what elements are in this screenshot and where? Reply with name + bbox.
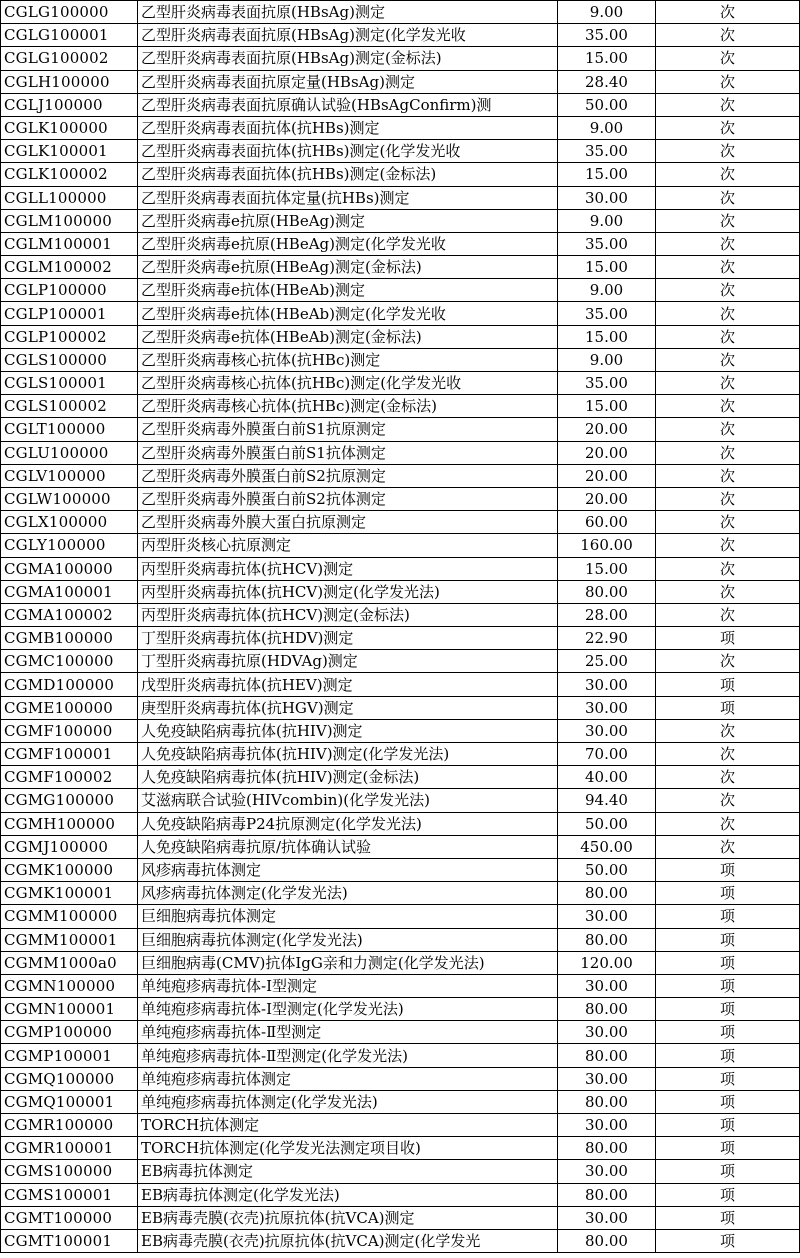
item-unit-cell: 次: [656, 650, 800, 673]
item-name-cell: TORCH抗体测定(化学发光法测定项目收): [138, 1137, 558, 1160]
item-code-cell: CGLK100001: [1, 140, 138, 163]
item-code-cell: CGMR100000: [1, 1114, 138, 1137]
table-row: [1, 1021, 800, 1044]
item-name-cell: 乙型肝炎病毒表面抗原(HBsAg)测定(化学发光收: [138, 24, 558, 47]
item-code-cell: CGLP100002: [1, 325, 138, 348]
item-code-cell: CGMG100000: [1, 789, 138, 812]
item-code-cell: CGMS100001: [1, 1183, 138, 1206]
item-price-cell: 35.00: [558, 302, 656, 325]
item-price-cell: 80.00: [558, 998, 656, 1021]
item-name-cell: 丙型肝炎病毒抗体(抗HCV)测定(金标法): [138, 603, 558, 626]
table-row: [1, 232, 800, 255]
item-price-cell: 15.00: [558, 557, 656, 580]
item-code-cell: CGLM100002: [1, 256, 138, 279]
table-row: [1, 951, 800, 974]
item-price-cell: 30.00: [558, 186, 656, 209]
item-price-cell: 30.00: [558, 1067, 656, 1090]
table-row: [1, 696, 800, 719]
item-price-cell: 30.00: [558, 1114, 656, 1137]
item-code-cell: CGLH100000: [1, 70, 138, 93]
item-unit-cell: 项: [656, 905, 800, 928]
item-code-cell: CGMA100002: [1, 603, 138, 626]
table-row: [1, 1044, 800, 1067]
table-row: [1, 812, 800, 835]
table-row: [1, 418, 800, 441]
item-code-cell: CGMP100000: [1, 1021, 138, 1044]
item-name-cell: 丙型肝炎病毒抗体(抗HCV)测定(化学发光法): [138, 580, 558, 603]
item-price-cell: 35.00: [558, 24, 656, 47]
item-name-cell: 乙型肝炎病毒核心抗体(抗HBc)测定(化学发光收: [138, 372, 558, 395]
item-price-cell: 30.00: [558, 696, 656, 719]
item-price-cell: 30.00: [558, 1206, 656, 1229]
item-unit-cell: 项: [656, 1183, 800, 1206]
item-unit-cell: 项: [656, 627, 800, 650]
item-price-cell: 80.00: [558, 580, 656, 603]
item-code-cell: CGMM1000a0: [1, 951, 138, 974]
item-unit-cell: 次: [656, 140, 800, 163]
item-code-cell: CGLT100000: [1, 418, 138, 441]
item-code-cell: CGLP100000: [1, 279, 138, 302]
item-code-cell: CGMR100001: [1, 1137, 138, 1160]
item-price-cell: 80.00: [558, 1137, 656, 1160]
item-price-cell: 25.00: [558, 650, 656, 673]
item-unit-cell: 次: [656, 24, 800, 47]
item-price-cell: 30.00: [558, 974, 656, 997]
item-price-cell: 20.00: [558, 441, 656, 464]
item-code-cell: CGLX100000: [1, 511, 138, 534]
item-unit-cell: 项: [656, 673, 800, 696]
item-price-cell: 9.00: [558, 279, 656, 302]
item-code-cell: CGLM100000: [1, 209, 138, 232]
item-unit-cell: 次: [656, 418, 800, 441]
table-row: [1, 116, 800, 139]
table-row: [1, 1, 800, 24]
item-code-cell: CGMB100000: [1, 627, 138, 650]
item-code-cell: CGMT100001: [1, 1229, 138, 1252]
item-name-cell: 人免疫缺陷病毒抗体(抗HIV)测定(金标法): [138, 766, 558, 789]
item-name-cell: 艾滋病联合试验(HIVcombin)(化学发光法): [138, 789, 558, 812]
table-row: [1, 534, 800, 557]
item-price-cell: 22.90: [558, 627, 656, 650]
item-unit-cell: 项: [656, 951, 800, 974]
item-name-cell: 单纯疱疹病毒抗体-Ⅱ型测定(化学发光法): [138, 1044, 558, 1067]
item-unit-cell: 次: [656, 395, 800, 418]
table-row: [1, 557, 800, 580]
table-row: [1, 1090, 800, 1113]
table-row: [1, 140, 800, 163]
item-code-cell: CGMQ100000: [1, 1067, 138, 1090]
item-code-cell: CGLP100001: [1, 302, 138, 325]
item-name-cell: 风疹病毒抗体测定: [138, 858, 558, 881]
table-row: [1, 163, 800, 186]
item-name-cell: 单纯疱疹病毒抗体测定(化学发光法): [138, 1090, 558, 1113]
table-row: [1, 70, 800, 93]
table-row: [1, 928, 800, 951]
item-name-cell: 丙型肝炎核心抗原测定: [138, 534, 558, 557]
item-unit-cell: 次: [656, 835, 800, 858]
item-price-cell: 80.00: [558, 1090, 656, 1113]
item-unit-cell: 次: [656, 534, 800, 557]
item-code-cell: CGMN100000: [1, 974, 138, 997]
item-name-cell: 乙型肝炎病毒e抗原(HBeAg)测定(化学发光收: [138, 232, 558, 255]
item-unit-cell: 次: [656, 47, 800, 70]
item-unit-cell: 项: [656, 1021, 800, 1044]
table-row: [1, 93, 800, 116]
table-row: [1, 1160, 800, 1183]
item-unit-cell: 项: [656, 928, 800, 951]
item-unit-cell: 次: [656, 93, 800, 116]
table-row: [1, 325, 800, 348]
item-code-cell: CGLJ100000: [1, 93, 138, 116]
item-unit-cell: 次: [656, 116, 800, 139]
item-code-cell: CGMM100001: [1, 928, 138, 951]
item-unit-cell: 次: [656, 487, 800, 510]
item-name-cell: EB病毒壳膜(衣壳)抗原抗体(抗VCA)测定(化学发光: [138, 1229, 558, 1252]
item-name-cell: 丙型肝炎病毒抗体(抗HCV)测定: [138, 557, 558, 580]
item-unit-cell: 项: [656, 858, 800, 881]
item-price-cell: 80.00: [558, 1229, 656, 1252]
table-row: [1, 1114, 800, 1137]
table-row: [1, 487, 800, 510]
item-name-cell: 乙型肝炎病毒外膜蛋白前S1抗原测定: [138, 418, 558, 441]
item-price-cell: 9.00: [558, 116, 656, 139]
item-price-cell: 120.00: [558, 951, 656, 974]
item-price-cell: 20.00: [558, 418, 656, 441]
item-price-cell: 60.00: [558, 511, 656, 534]
table-row: [1, 1206, 800, 1229]
item-unit-cell: 项: [656, 1137, 800, 1160]
table-row: [1, 511, 800, 534]
item-name-cell: 乙型肝炎病毒e抗体(HBeAb)测定(化学发光收: [138, 302, 558, 325]
item-unit-cell: 次: [656, 464, 800, 487]
item-code-cell: CGLV100000: [1, 464, 138, 487]
item-code-cell: CGME100000: [1, 696, 138, 719]
item-name-cell: 乙型肝炎病毒表面抗原确认试验(HBsAgConfirm)测: [138, 93, 558, 116]
item-code-cell: CGLU100000: [1, 441, 138, 464]
item-unit-cell: 次: [656, 232, 800, 255]
item-name-cell: 丁型肝炎病毒抗体(抗HDV)测定: [138, 627, 558, 650]
table-row: [1, 603, 800, 626]
item-name-cell: 风疹病毒抗体测定(化学发光法): [138, 882, 558, 905]
item-name-cell: 乙型肝炎病毒核心抗体(抗HBc)测定(金标法): [138, 395, 558, 418]
item-unit-cell: 次: [656, 743, 800, 766]
item-price-cell: 15.00: [558, 163, 656, 186]
item-code-cell: CGMQ100001: [1, 1090, 138, 1113]
table-row: [1, 302, 800, 325]
item-unit-cell: 次: [656, 1, 800, 24]
table-row: [1, 47, 800, 70]
item-name-cell: 乙型肝炎病毒外膜蛋白前S1抗体测定: [138, 441, 558, 464]
table-row: [1, 209, 800, 232]
item-name-cell: 单纯疱疹病毒抗体-Ⅰ型测定(化学发光法): [138, 998, 558, 1021]
item-price-cell: 15.00: [558, 256, 656, 279]
item-code-cell: CGMJ100000: [1, 835, 138, 858]
item-price-cell: 70.00: [558, 743, 656, 766]
item-price-cell: 80.00: [558, 882, 656, 905]
table-row: [1, 835, 800, 858]
item-code-cell: CGMK100000: [1, 858, 138, 881]
table-row: [1, 256, 800, 279]
item-price-cell: 9.00: [558, 209, 656, 232]
item-price-cell: 15.00: [558, 47, 656, 70]
item-code-cell: CGLG100001: [1, 24, 138, 47]
item-unit-cell: 次: [656, 70, 800, 93]
item-unit-cell: 次: [656, 580, 800, 603]
item-unit-cell: 项: [656, 1206, 800, 1229]
item-name-cell: EB病毒抗体测定(化学发光法): [138, 1183, 558, 1206]
item-price-cell: 30.00: [558, 1021, 656, 1044]
item-price-cell: 15.00: [558, 395, 656, 418]
item-code-cell: CGMC100000: [1, 650, 138, 673]
item-unit-cell: 次: [656, 348, 800, 371]
item-code-cell: CGMP100001: [1, 1044, 138, 1067]
item-name-cell: 乙型肝炎病毒外膜大蛋白抗原测定: [138, 511, 558, 534]
item-price-cell: 9.00: [558, 1, 656, 24]
table-row: [1, 719, 800, 742]
item-name-cell: 庚型肝炎病毒抗体(抗HGV)测定: [138, 696, 558, 719]
item-price-cell: 160.00: [558, 534, 656, 557]
item-price-cell: 20.00: [558, 487, 656, 510]
item-name-cell: 乙型肝炎病毒表面抗体(抗HBs)测定: [138, 116, 558, 139]
item-code-cell: CGMN100001: [1, 998, 138, 1021]
item-name-cell: 人免疫缺陷病毒P24抗原测定(化学发光法): [138, 812, 558, 835]
table-row: [1, 395, 800, 418]
item-name-cell: 单纯疱疹病毒抗体-Ⅰ型测定: [138, 974, 558, 997]
table-row: [1, 186, 800, 209]
table-row: [1, 974, 800, 997]
item-unit-cell: 项: [656, 974, 800, 997]
item-name-cell: EB病毒壳膜(衣壳)抗原抗体(抗VCA)测定: [138, 1206, 558, 1229]
item-name-cell: 单纯疱疹病毒抗体-Ⅱ型测定: [138, 1021, 558, 1044]
item-name-cell: 巨细胞病毒抗体测定: [138, 905, 558, 928]
item-unit-cell: 项: [656, 1160, 800, 1183]
item-code-cell: CGLY100000: [1, 534, 138, 557]
table-row: [1, 24, 800, 47]
item-code-cell: CGLG100000: [1, 1, 138, 24]
item-unit-cell: 次: [656, 186, 800, 209]
item-name-cell: 乙型肝炎病毒表面抗原定量(HBsAg)测定: [138, 70, 558, 93]
item-code-cell: CGMA100001: [1, 580, 138, 603]
item-code-cell: CGMM100000: [1, 905, 138, 928]
table-row: [1, 1067, 800, 1090]
price-table-body: [1, 1, 800, 1253]
item-unit-cell: 项: [656, 998, 800, 1021]
table-row: [1, 464, 800, 487]
item-code-cell: CGMH100000: [1, 812, 138, 835]
item-name-cell: 乙型肝炎病毒外膜蛋白前S2抗原测定: [138, 464, 558, 487]
item-price-cell: 35.00: [558, 140, 656, 163]
item-unit-cell: 次: [656, 256, 800, 279]
item-name-cell: 乙型肝炎病毒e抗原(HBeAg)测定(金标法): [138, 256, 558, 279]
item-price-cell: 30.00: [558, 719, 656, 742]
item-price-cell: 35.00: [558, 372, 656, 395]
item-code-cell: CGLG100002: [1, 47, 138, 70]
item-unit-cell: 次: [656, 766, 800, 789]
item-price-cell: 94.40: [558, 789, 656, 812]
table-row: [1, 789, 800, 812]
item-price-cell: 450.00: [558, 835, 656, 858]
item-unit-cell: 次: [656, 325, 800, 348]
item-code-cell: CGMF100002: [1, 766, 138, 789]
item-name-cell: 丁型肝炎病毒抗原(HDVAg)测定: [138, 650, 558, 673]
item-name-cell: 人免疫缺陷病毒抗体(抗HIV)测定: [138, 719, 558, 742]
item-unit-cell: 次: [656, 209, 800, 232]
item-code-cell: CGLW100000: [1, 487, 138, 510]
item-unit-cell: 项: [656, 1090, 800, 1113]
item-price-cell: 28.00: [558, 603, 656, 626]
item-name-cell: 乙型肝炎病毒核心抗体(抗HBc)测定: [138, 348, 558, 371]
table-row: [1, 1183, 800, 1206]
item-name-cell: 乙型肝炎病毒e抗体(HBeAb)测定(金标法): [138, 325, 558, 348]
item-name-cell: 乙型肝炎病毒e抗体(HBeAb)测定: [138, 279, 558, 302]
item-name-cell: 乙型肝炎病毒外膜蛋白前S2抗体测定: [138, 487, 558, 510]
item-price-cell: 80.00: [558, 928, 656, 951]
item-price-cell: 80.00: [558, 1183, 656, 1206]
item-code-cell: CGLM100001: [1, 232, 138, 255]
item-unit-cell: 项: [656, 1114, 800, 1137]
item-unit-cell: 项: [656, 696, 800, 719]
item-name-cell: 巨细胞病毒抗体测定(化学发光法): [138, 928, 558, 951]
item-price-cell: 40.00: [558, 766, 656, 789]
item-unit-cell: 次: [656, 557, 800, 580]
item-price-cell: 50.00: [558, 93, 656, 116]
table-row: [1, 348, 800, 371]
table-row: [1, 650, 800, 673]
item-unit-cell: 次: [656, 603, 800, 626]
item-unit-cell: 次: [656, 789, 800, 812]
item-name-cell: 单纯疱疹病毒抗体测定: [138, 1067, 558, 1090]
item-unit-cell: 次: [656, 719, 800, 742]
item-name-cell: TORCH抗体测定: [138, 1114, 558, 1137]
item-code-cell: CGMF100000: [1, 719, 138, 742]
item-name-cell: 戊型肝炎病毒抗体(抗HEV)测定: [138, 673, 558, 696]
item-code-cell: CGLK100002: [1, 163, 138, 186]
item-unit-cell: 次: [656, 163, 800, 186]
item-price-cell: 50.00: [558, 858, 656, 881]
table-row: [1, 1229, 800, 1252]
table-row: [1, 673, 800, 696]
item-code-cell: CGLK100000: [1, 116, 138, 139]
table-row: [1, 580, 800, 603]
item-code-cell: CGMK100001: [1, 882, 138, 905]
item-code-cell: CGMS100000: [1, 1160, 138, 1183]
item-price-cell: 30.00: [558, 1160, 656, 1183]
table-row: [1, 858, 800, 881]
item-code-cell: CGMT100000: [1, 1206, 138, 1229]
item-code-cell: CGMF100001: [1, 743, 138, 766]
item-price-cell: 20.00: [558, 464, 656, 487]
item-code-cell: CGLS100000: [1, 348, 138, 371]
table-row: [1, 766, 800, 789]
item-name-cell: 乙型肝炎病毒表面抗原(HBsAg)测定: [138, 1, 558, 24]
item-name-cell: 乙型肝炎病毒表面抗原(HBsAg)测定(金标法): [138, 47, 558, 70]
item-unit-cell: 次: [656, 279, 800, 302]
table-row: [1, 441, 800, 464]
item-price-cell: 35.00: [558, 232, 656, 255]
item-name-cell: 人免疫缺陷病毒抗体(抗HIV)测定(化学发光法): [138, 743, 558, 766]
item-price-cell: 9.00: [558, 348, 656, 371]
item-name-cell: 乙型肝炎病毒表面抗体(抗HBs)测定(化学发光收: [138, 140, 558, 163]
item-unit-cell: 次: [656, 812, 800, 835]
table-row: [1, 905, 800, 928]
item-name-cell: 人免疫缺陷病毒抗原/抗体确认试验: [138, 835, 558, 858]
item-price-cell: 80.00: [558, 1044, 656, 1067]
item-code-cell: CGLS100001: [1, 372, 138, 395]
table-row: [1, 627, 800, 650]
item-unit-cell: 项: [656, 1229, 800, 1252]
item-name-cell: 巨细胞病毒(CMV)抗体IgG亲和力测定(化学发光法): [138, 951, 558, 974]
item-name-cell: EB病毒抗体测定: [138, 1160, 558, 1183]
item-price-cell: 50.00: [558, 812, 656, 835]
item-name-cell: 乙型肝炎病毒表面抗体(抗HBs)测定(金标法): [138, 163, 558, 186]
item-code-cell: CGMD100000: [1, 673, 138, 696]
table-row: [1, 1137, 800, 1160]
item-unit-cell: 项: [656, 1067, 800, 1090]
item-price-cell: 30.00: [558, 905, 656, 928]
item-code-cell: CGMA100000: [1, 557, 138, 580]
item-code-cell: CGLL100000: [1, 186, 138, 209]
table-row: [1, 279, 800, 302]
item-price-cell: 30.00: [558, 673, 656, 696]
item-unit-cell: 次: [656, 511, 800, 534]
item-unit-cell: 项: [656, 1044, 800, 1067]
table-row: [1, 998, 800, 1021]
item-unit-cell: 项: [656, 882, 800, 905]
item-unit-cell: 次: [656, 441, 800, 464]
item-name-cell: 乙型肝炎病毒表面抗体定量(抗HBs)测定: [138, 186, 558, 209]
item-unit-cell: 次: [656, 372, 800, 395]
table-row: [1, 372, 800, 395]
table-row: [1, 743, 800, 766]
item-code-cell: CGLS100002: [1, 395, 138, 418]
table-row: [1, 882, 800, 905]
item-price-cell: 28.40: [558, 70, 656, 93]
item-unit-cell: 次: [656, 302, 800, 325]
item-name-cell: 乙型肝炎病毒e抗原(HBeAg)测定: [138, 209, 558, 232]
item-price-cell: 15.00: [558, 325, 656, 348]
